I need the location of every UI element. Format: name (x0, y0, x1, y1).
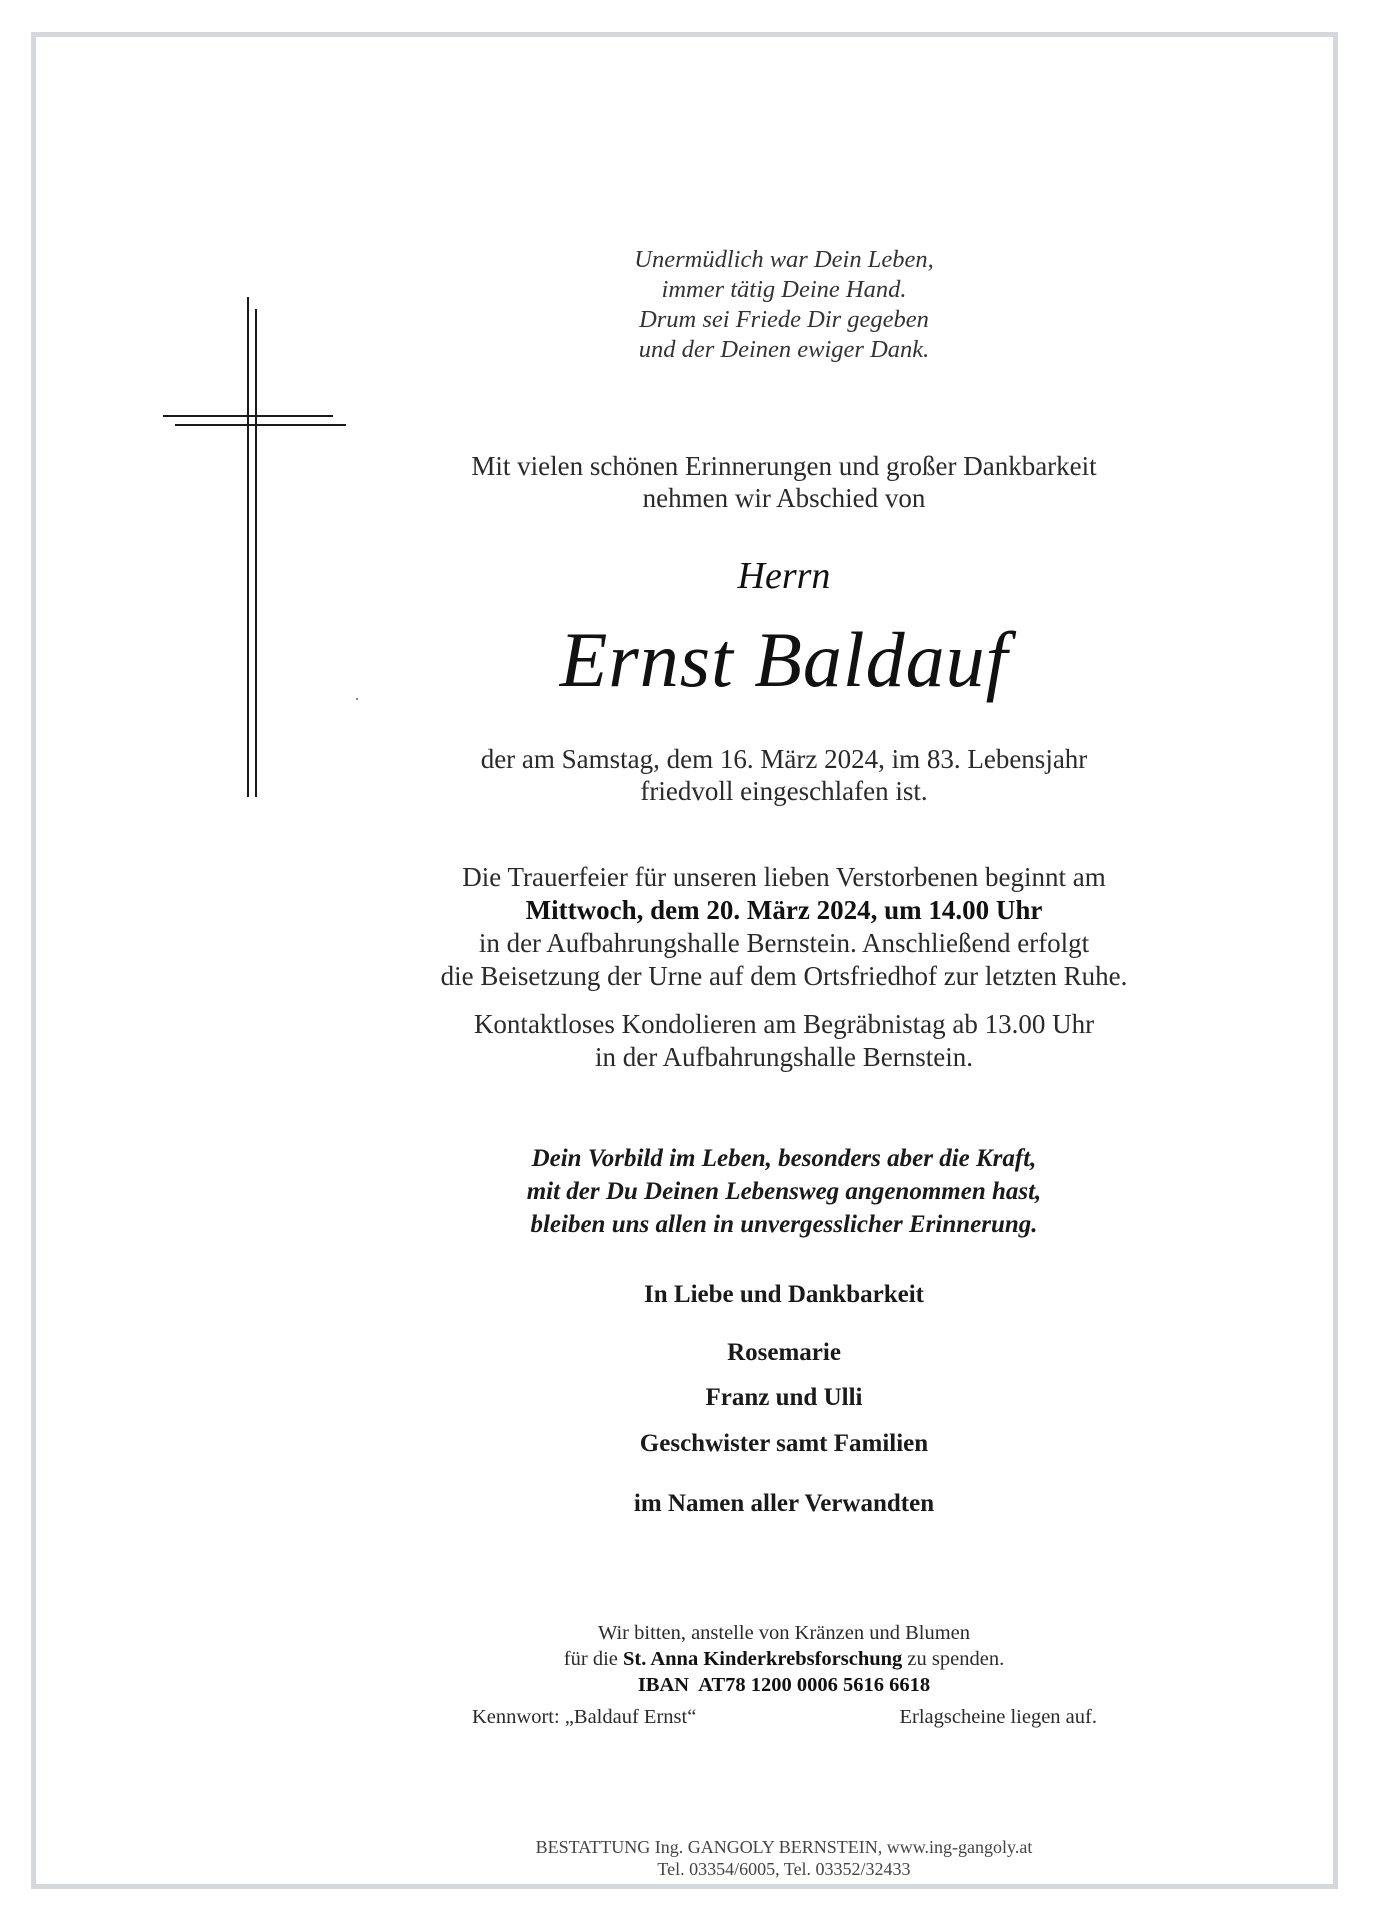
donation-prefix: für die (563, 1648, 618, 1670)
mourner-name: Rosemarie (727, 1339, 841, 1366)
closing-greeting: In Liebe und Dankbarkeit (644, 1281, 924, 1308)
tribute-line: mit der Du Deinen Lebensweg angenommen hast, (526, 1178, 1042, 1205)
funeral-home-footer (350, 1836, 1218, 1880)
motto-poem (350, 245, 1218, 365)
death-notice (350, 743, 1218, 807)
kennwort-row (472, 1704, 1097, 1730)
cross-icon (160, 297, 346, 797)
donation-suffix: zu spenden. (907, 1648, 1005, 1670)
motto-line: und der Deinen ewiger Dank. (638, 336, 930, 363)
funeral-line: die Beisetzung der Urne auf dem Ortsfriedhof zur letzten Ruhe. (440, 961, 1128, 991)
intro-line: Mit vielen schönen Erinnerungen und großer Dankbarkeit (471, 451, 1097, 481)
intro-text (350, 450, 1218, 514)
tribute-line: bleiben uns allen in unvergesslicher Erinnerung. (530, 1211, 1038, 1238)
erlagscheine-note: Erlagscheine liegen auf. (899, 1706, 1097, 1728)
deceased-name: Ernst Baldauf (559, 616, 1009, 703)
funeral-line: Die Trauerfeier für unseren lieben Verstorbenen beginnt am (462, 862, 1106, 892)
mourner-name: Franz und Ulli (705, 1384, 863, 1411)
tribute-text (350, 1142, 1218, 1241)
funeral-details (350, 861, 1218, 993)
footer-line: BESTATTUNG Ing. GANGOLY BERNSTEIN, www.ing-gangoly.at (535, 1837, 1033, 1857)
death-line: friedvoll eingeschlafen ist. (640, 776, 928, 806)
motto-line: immer tätig Deine Hand. (661, 276, 907, 303)
donation-request (350, 1620, 1218, 1698)
intro-line: nehmen wir Abschied von (642, 483, 926, 513)
condolence-line: in der Aufbahrungshalle Bernstein. (595, 1042, 973, 1072)
donation-organization: St. Anna Kinderkrebsforschung (623, 1648, 903, 1670)
motto-line: Unermüdlich war Dein Leben, (634, 246, 934, 273)
tribute-line: Dein Vorbild im Leben, besonders aber die Kraft, (531, 1145, 1037, 1172)
donation-line: Wir bitten, anstelle von Kränzen und Blumen (597, 1622, 971, 1644)
family-line: im Namen aller Verwandten (633, 1490, 935, 1517)
salutation: Herrn (737, 555, 831, 597)
funeral-line: in der Aufbahrungshalle Bernstein. Anschließend erfolgt (478, 928, 1090, 958)
death-line: der am Samstag, dem 16. März 2024, im 83. Lebensjahr (480, 744, 1088, 774)
motto-line: Drum sei Friede Dir gegeben (639, 306, 929, 333)
funeral-date-time: Mittwoch, dem 20. März 2024, um 14.00 Uhr (525, 895, 1043, 925)
donation-line (350, 1646, 1218, 1672)
kennwort: Kennwort: „Baldauf Ernst“ (472, 1706, 697, 1728)
condolence-info (350, 1008, 1218, 1074)
footer-line: Tel. 03354/6005, Tel. 03352/32433 (657, 1859, 911, 1879)
mourner-name: Geschwister samt Familien (639, 1430, 929, 1457)
iban: IBAN AT78 1200 0006 5616 6618 (637, 1674, 931, 1696)
condolence-line: Kontaktloses Kondolieren am Begräbnistag ab 13.00 Uhr (473, 1009, 1095, 1039)
